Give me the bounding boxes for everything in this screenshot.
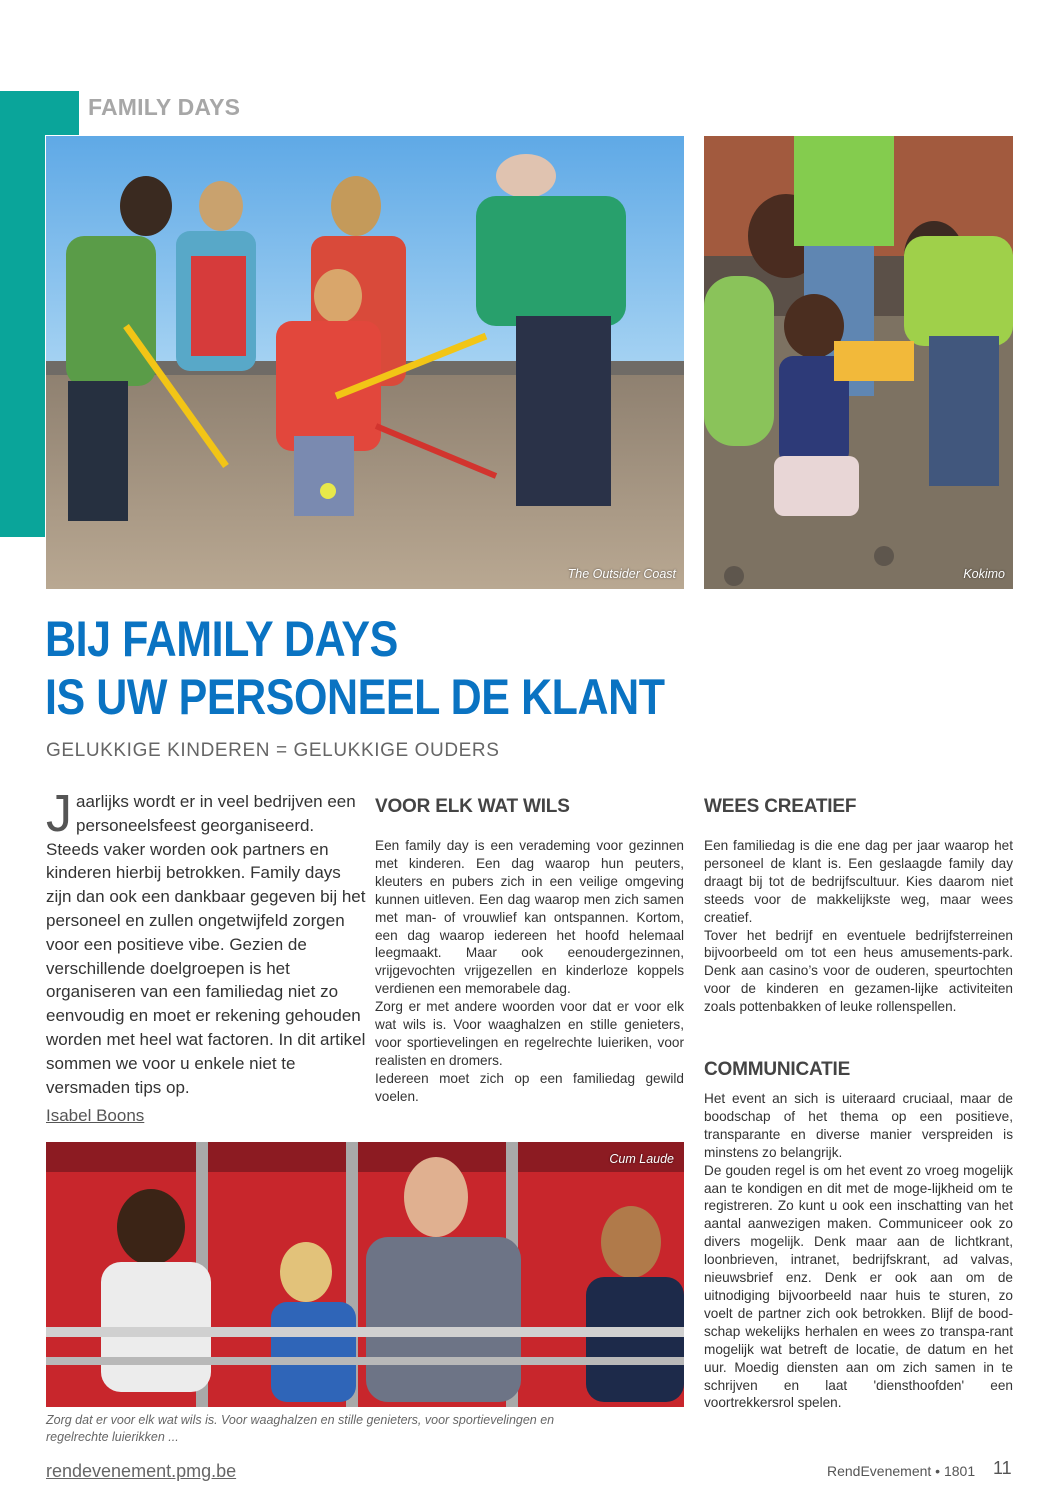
paragraph: Tover het bedrijf en eventuele bedrijfsterreinen bijvoorbeeld om tot een heus amusements-park. Denk aan casino’s voor de ouderen, speurtochten voor de kinderen en gezamen-lijke activiteiten zoals pottenbakken of leuke rollenspellen.: [704, 927, 1013, 1015]
beach-hockey-photo: [46, 136, 684, 589]
photo-credit: The Outsider Coast: [567, 567, 676, 581]
section-body-creatief: [704, 837, 1013, 1016]
photo-credit: Kokimo: [963, 567, 1005, 581]
paragraph: Zorg er met andere woorden voor dat er voor elk wat wils is. Voor waaghalzen en stille genieters, voor sportievelingen en regelrechte luieriken, voor realisten en dromers.: [375, 999, 684, 1068]
section-heading-creatief: WEES CREATIEF: [704, 796, 857, 817]
side-accent-strip: [0, 135, 45, 537]
intro-text: aarlijks wordt er in veel bedrijven een personeelsfeest georganiseerd. Steeds vaker worden ook partners en kinderen hierbij betrokken. Family days zijn dan ook een dankbaar gegeven bij het personeel en zullen ongetwijfeld zorgen voor een positieve vibe. Gezien de verschillende doelgroepen is het organiseren van een familiedag niet zo eenvoudig en moet er rekening gehouden worden met heel wat factoren. In dit artikel sommen we voor u enkele niet te versmaden tips op.: [46, 792, 366, 1097]
article-subheading: GELUKKIGE KINDEREN = GELUKKIGE OUDERS: [46, 740, 500, 761]
paragraph: Een familiedag is die ene dag per jaar waarop het personeel de klant is. Een geslaagde family day draagt bij tot de bedrijfscultuur. Kies daarom niet steeds voor de makkelijkste weg, maar wees creatief.: [704, 838, 1013, 925]
section-label: FAMILY DAYS: [88, 94, 241, 120]
photo-caption: Zorg dat er voor elk wat wils is. Voor waaghalzen en stille genieters, voor sportievelingen en regelrechte luierikken ...: [46, 1413, 555, 1444]
paragraph: Het event an sich is uiteraard cruciaal, maar de boodschap of het thema op een positieve, transparante en diverse manier verspreiden is minstens zo belangrijk.: [704, 1091, 1013, 1160]
headline-line-1: BIJ FAMILY DAYS: [45, 611, 398, 667]
section-body-communicatie: [704, 1090, 1013, 1412]
article-headline: [45, 610, 716, 726]
section-accent-bar: [0, 91, 79, 135]
author-link[interactable]: Isabel Boons: [46, 1106, 145, 1125]
children-drinks-illustration: [704, 136, 1013, 589]
footer-publication: RendEvenement • 1801: [827, 1463, 976, 1479]
photo-credit: Cum Laude: [609, 1152, 674, 1166]
children-drinks-photo: [704, 136, 1013, 589]
fairground-ride-photo: [46, 1142, 684, 1407]
fairground-ride-illustration: [46, 1142, 684, 1407]
section-body-voor-elk: [375, 837, 684, 1106]
paragraph: Een family day is een verademing voor gezinnen met kinderen. Een dag waarop hun peuters, kleuters en pubers zich in een veilige omgeving kunnen uitleven. Een dag waarop men zich samen met man- of vrouwlief kan ontspannen. Kortom, een dag waarop iedereen het hoofd helemaal leegmaakt. Maar ook eenoudergezinnen, vrijgevochten vrijgezellen en kinderloze koppels verdienen een memorabele dag.: [375, 838, 684, 997]
page-number: 11: [993, 1458, 1012, 1478]
beach-hockey-illustration: [46, 136, 684, 589]
footer-website-link[interactable]: rendevenement.pmg.be: [46, 1461, 237, 1481]
headline-line-2: IS UW PERSONEEL DE KLANT: [45, 669, 665, 725]
paragraph: De gouden regel is om het event zo vroeg mogelijk aan te kondigen en dit met de moge-lijkheid om te registreren. Zo kunt u ook een inschatting van het aantal aanwezigen maken. Communiceer ook zo divers mogelijk. Denk maar aan de lichtkrant, loonbrieven, intranet, bedrijfskrant, ad valvas, nieuwsbrief enz. Denk er ook aan om de uitnodiging bijvoorbeeld naar huis te sturen, zo voelt de partner zich ook betrokken. Blijf de bood-schap wekelijks herhalen en wees zo transpa-rant mogelijk wat betreft de locatie, de datum en het uur. Moedig diensten aan om zich samen in te schrijven en laat 'diensthoofden' een voortrekkersrol spelen.: [704, 1162, 1013, 1411]
article-intro: [46, 785, 366, 1099]
section-heading-communicatie: COMMUNICATIE: [704, 1059, 851, 1080]
intro-dropcap: J: [46, 785, 72, 843]
section-heading-voor-elk: VOOR ELK WAT WILS: [375, 796, 570, 817]
paragraph: Iedereen moet zich op een familiedag gewild voelen.: [375, 1070, 684, 1104]
